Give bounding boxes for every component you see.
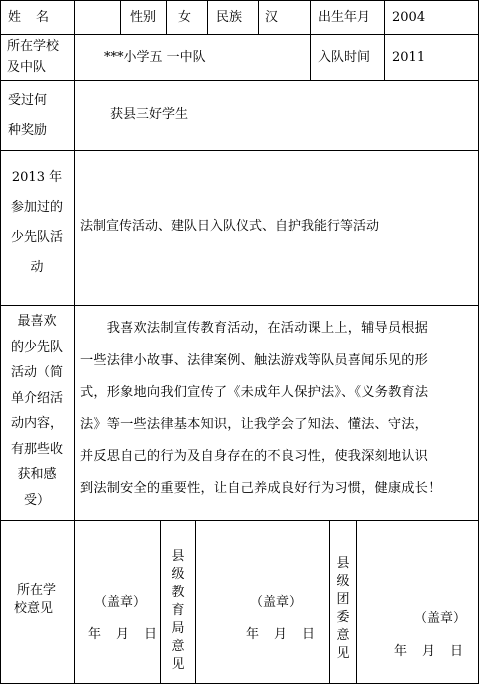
grid-line [310, 0, 311, 81]
grid-line [356, 520, 357, 684]
grid-line [166, 0, 167, 35]
ethnicity-value: 汉 [265, 10, 279, 25]
activities-label [0, 163, 74, 283]
grid-line [120, 0, 121, 35]
favorite-label-line: 单介绍活 [10, 390, 63, 406]
school-opinion-label-2: 校意见 [14, 601, 54, 616]
bureau-opinion-label: 县级教育局意见 [171, 549, 185, 672]
awards-label: 受过何 [8, 93, 48, 108]
favorite-label-line: 的少先队 [10, 339, 63, 355]
awards-label-2: 种奖励 [8, 123, 48, 138]
activities-value: 法制宣传活动、建队日入队仪式、自护我能行等活动 [80, 219, 380, 234]
league-opinion-label: 县级团委意见 [336, 556, 350, 661]
activities-label-line: 参加过的 [10, 200, 63, 215]
description-line: 我喜欢法制宣传教育活动，在活动课上上，辅导员根据 [80, 321, 429, 336]
favorite-label-line: 动内容， [10, 416, 63, 431]
league-date: 年 月 日 [394, 644, 465, 659]
description-line: 法》等一些法律基本知识，让我学会了知法、懂法、守法， [80, 417, 429, 432]
description-line: 并反思自己的行为及自身存在的不良习性，使我深刻地认识 [80, 449, 429, 464]
school-seal: （盖章） [94, 595, 147, 610]
grid-line [0, 520, 479, 521]
league-seal: （盖章） [414, 611, 467, 626]
school-label-2: 及中队 [7, 60, 47, 75]
favorite-label-line: 活动（简 [10, 365, 63, 380]
grid-line [0, 150, 479, 151]
birth-value: 2004 [392, 10, 426, 25]
favorite-label-line: 最喜欢 [17, 314, 57, 329]
favorite-label-line: 有那些收 [10, 441, 63, 457]
grid-line [0, 80, 479, 81]
grid-line [258, 0, 259, 35]
grid-line [329, 520, 330, 684]
favorite-label-line: 获和感 [17, 467, 57, 482]
grid-line [0, 305, 479, 306]
grid-line [160, 520, 161, 684]
ethnicity-label: 民族 [216, 10, 243, 25]
awards-value: 获县三好学生 [110, 107, 189, 122]
grid-line [207, 0, 208, 35]
grid-line [0, 34, 479, 35]
school-opinion-label: 所在学 [17, 583, 57, 598]
grid-line [0, 0, 479, 1]
gender-label: 性别 [130, 10, 157, 25]
bureau-seal: （盖章） [250, 595, 303, 610]
name-label: 姓 名 [8, 10, 51, 25]
school-label: 所在学校 [7, 39, 60, 54]
bureau-date: 年 月 日 [246, 627, 317, 642]
join-time-label: 入队时间 [318, 50, 371, 65]
description-line: 到法制安全的重要性，让自己养成良好行为习惯，健康成长！ [80, 481, 442, 496]
gender-value: 女 [178, 10, 192, 25]
activities-label-line: 2013 年 [11, 170, 63, 185]
grid-line [195, 520, 196, 684]
description-line: 一些法律小故事、法律案例、触法游戏等队员喜闻乐见的形 [80, 353, 429, 368]
activities-label-line: 少先队活 [10, 230, 63, 245]
favorite-label-line: 受） [23, 492, 50, 508]
birth-label: 出生年月 [318, 10, 371, 25]
school-date: 年 月 日 [88, 627, 159, 642]
join-time-value: 2011 [392, 50, 426, 65]
grid-line [74, 0, 75, 684]
favorite-label [0, 309, 74, 513]
favorite-description [80, 313, 475, 505]
activities-label-line: 动 [30, 260, 44, 275]
description-line: 式，形象地向我们宣传了《未成年人保护法》、《义务教育法 [80, 385, 429, 400]
school-value: ***小学五 一中队 [104, 50, 206, 65]
grid-line [384, 0, 385, 81]
